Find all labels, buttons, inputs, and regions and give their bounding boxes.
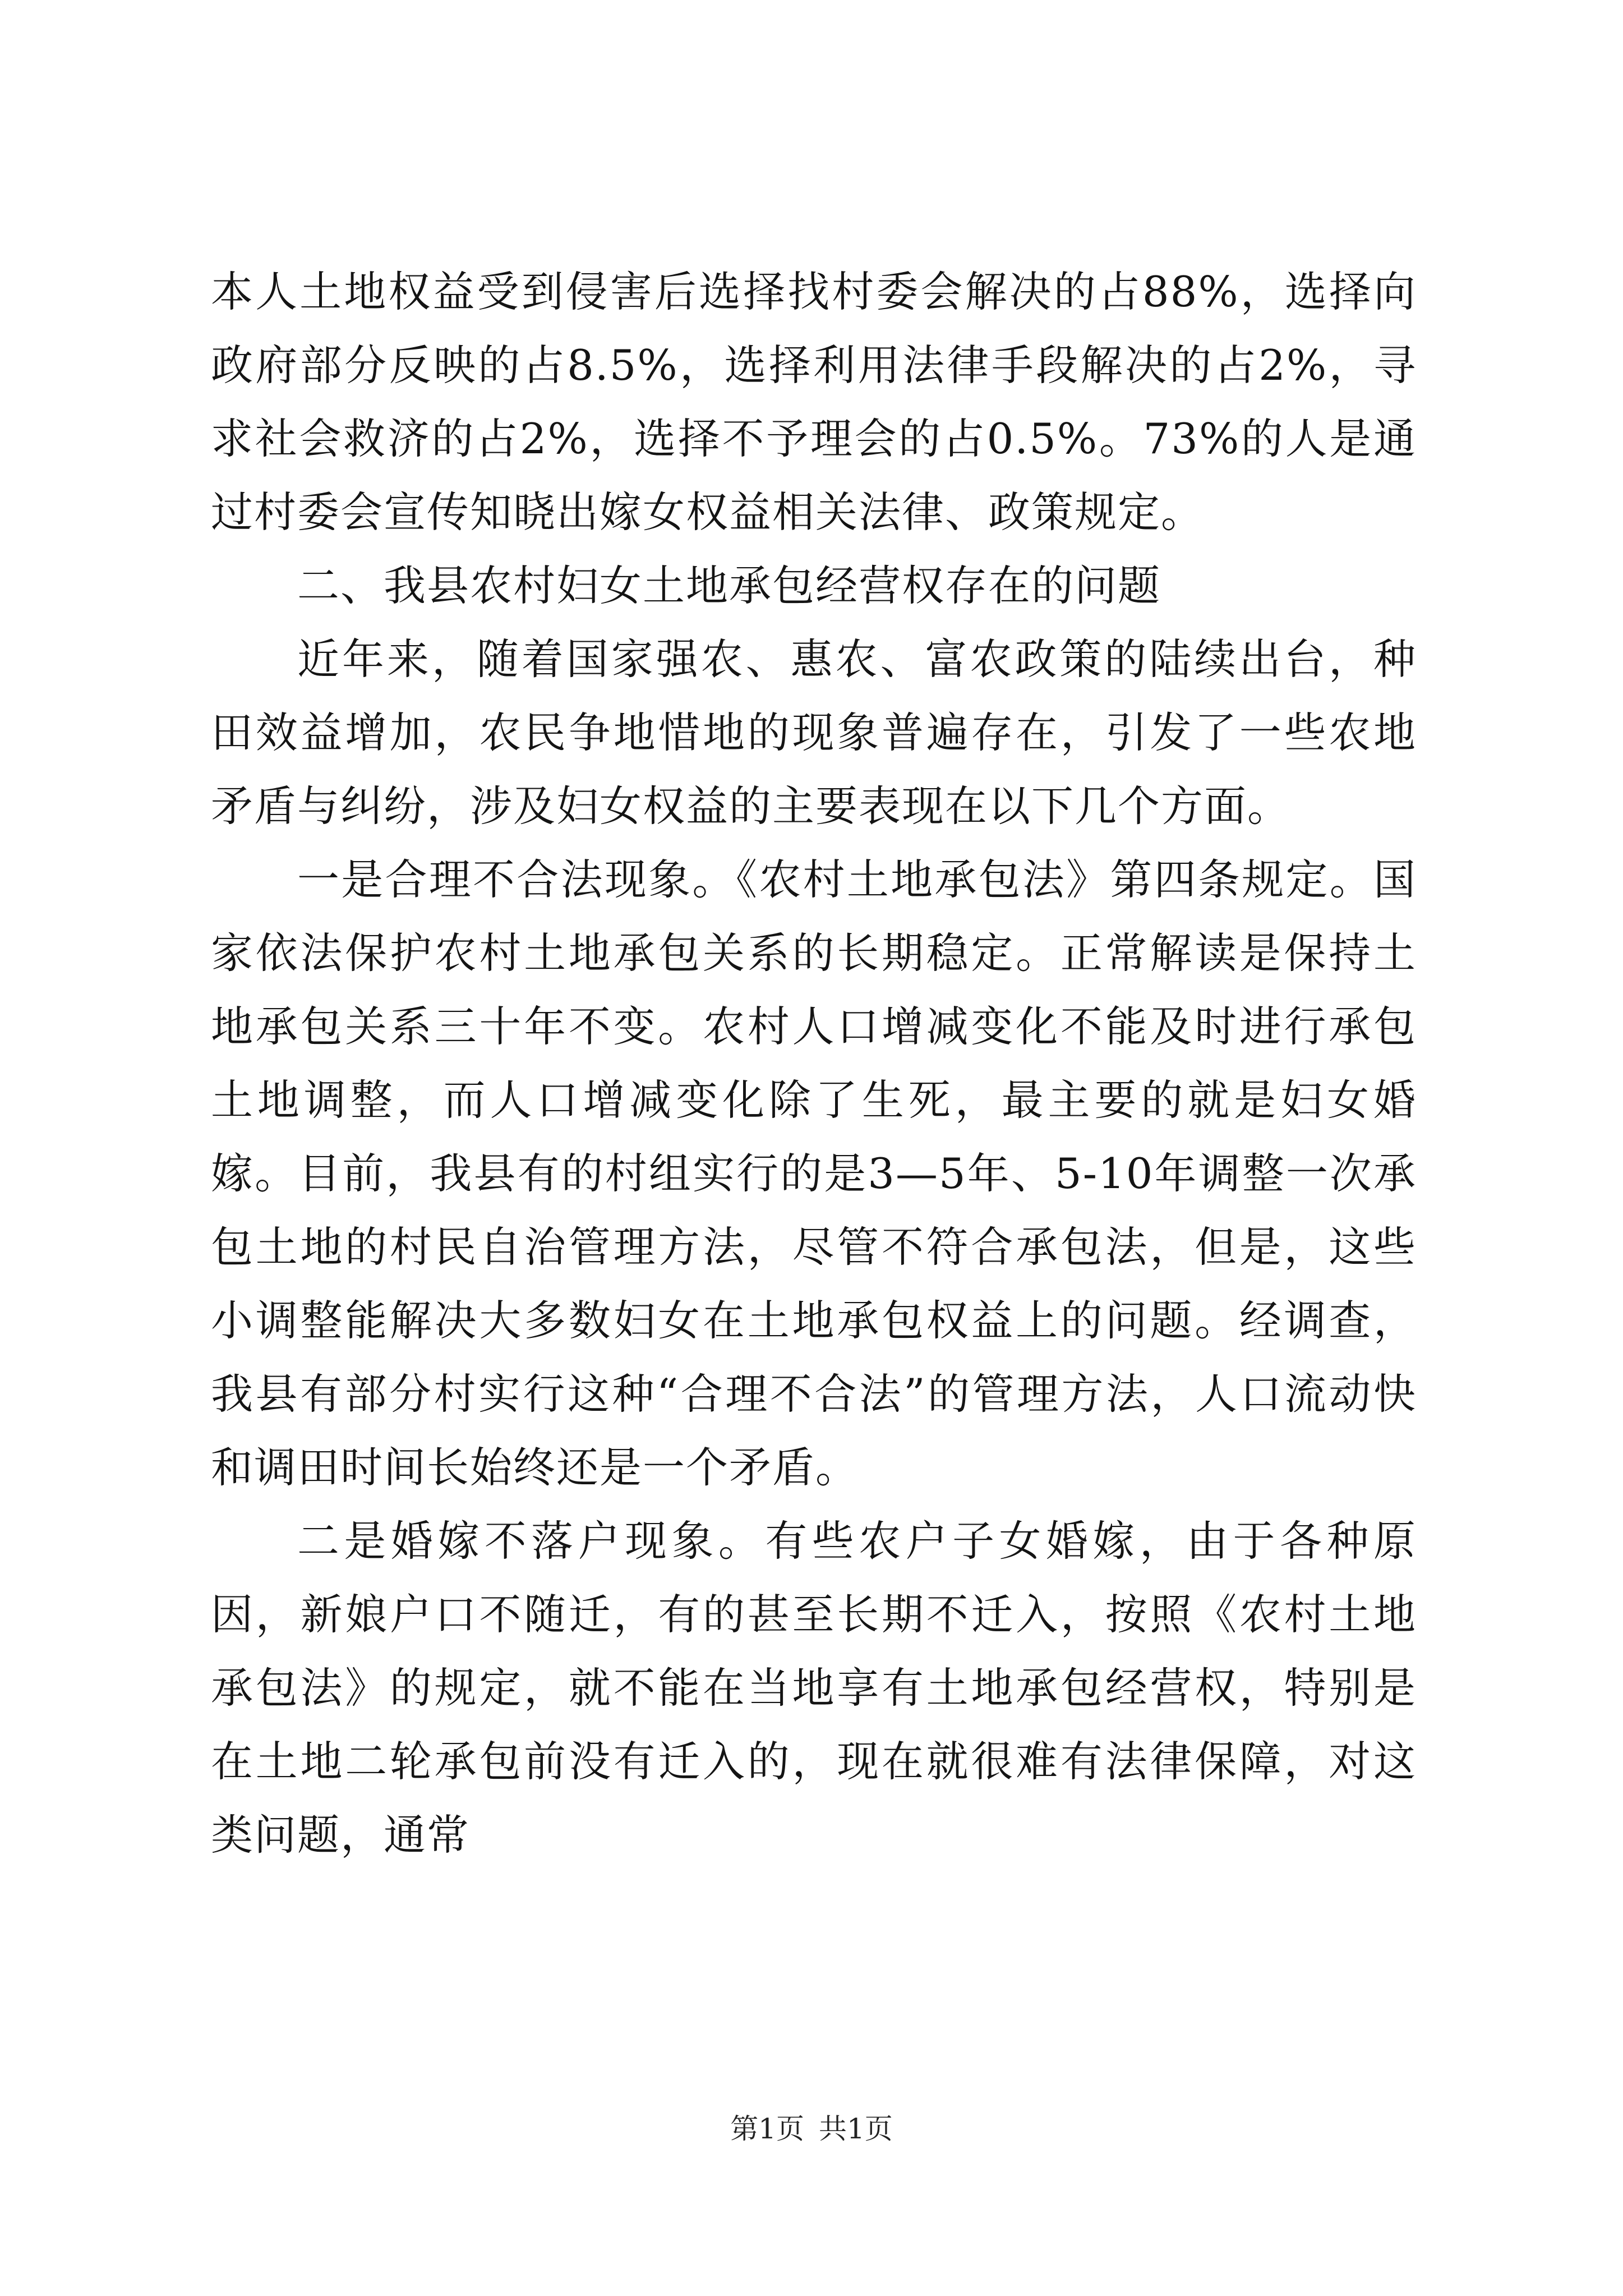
paragraph-continuation: 本人土地权益受到侵害后选择找村委会解决的占88%，选择向政府部分反映的占8.5%，选择利用法律手段解决的占2%，寻求社会救济的占2%，选择不予理会的占0.5%。73%的人是通过村委会宣传知晓出嫁女权益相关法律、政策规定。 (211, 267, 1417, 537)
paragraph-point-two: 二是婚嫁不落户现象。有些农户子女婚嫁，由于各种原因，新娘户口不随迁，有的甚至长期不迁入，按照《农村土地承包法》的规定，就不能在当地享有土地承包经营权，特别是在土地二轮承包前没有迁入的，现在就很难有法律保障，对这类问题，通常 (211, 1516, 1417, 1860)
page-footer (0, 2109, 1623, 2148)
paragraph-point-one: 一是合理不合法现象。《农村土地承包法》第四条规定。国家依法保护农村土地承包关系的长期稳定。正常解读是保持土地承包关系三十年不变。农村人口增减变化不能及时进行承包土地调整，而人口增减变化除了生死，最主要的就是妇女婚嫁。目前，我县有的村组实行的是3—5年、5-10年调整一次承包土地的村民自治管理方法，尽管不符合承包法，但是，这些小调整能解决大多数妇女在土地承包权益上的问题。经调查，我县有部分村实行这种“合理不合法”的管理方法，人口流动快和调田时间长始终还是一个矛盾。 (211, 855, 1417, 1492)
document-body (211, 255, 1417, 1872)
section-heading: 二、我县农村妇女土地承包经营权存在的问题 (297, 561, 1161, 610)
page-number: 第1页 (730, 2113, 804, 2145)
paragraph-intro: 近年来，随着国家强农、惠农、富农政策的陆续出台，种田效益增加，农民争地惜地的现象普遍存在，引发了一些农地矛盾与纠纷，涉及妇女权益的主要表现在以下几个方面。 (211, 634, 1417, 831)
page-total: 共1页 (819, 2113, 893, 2145)
